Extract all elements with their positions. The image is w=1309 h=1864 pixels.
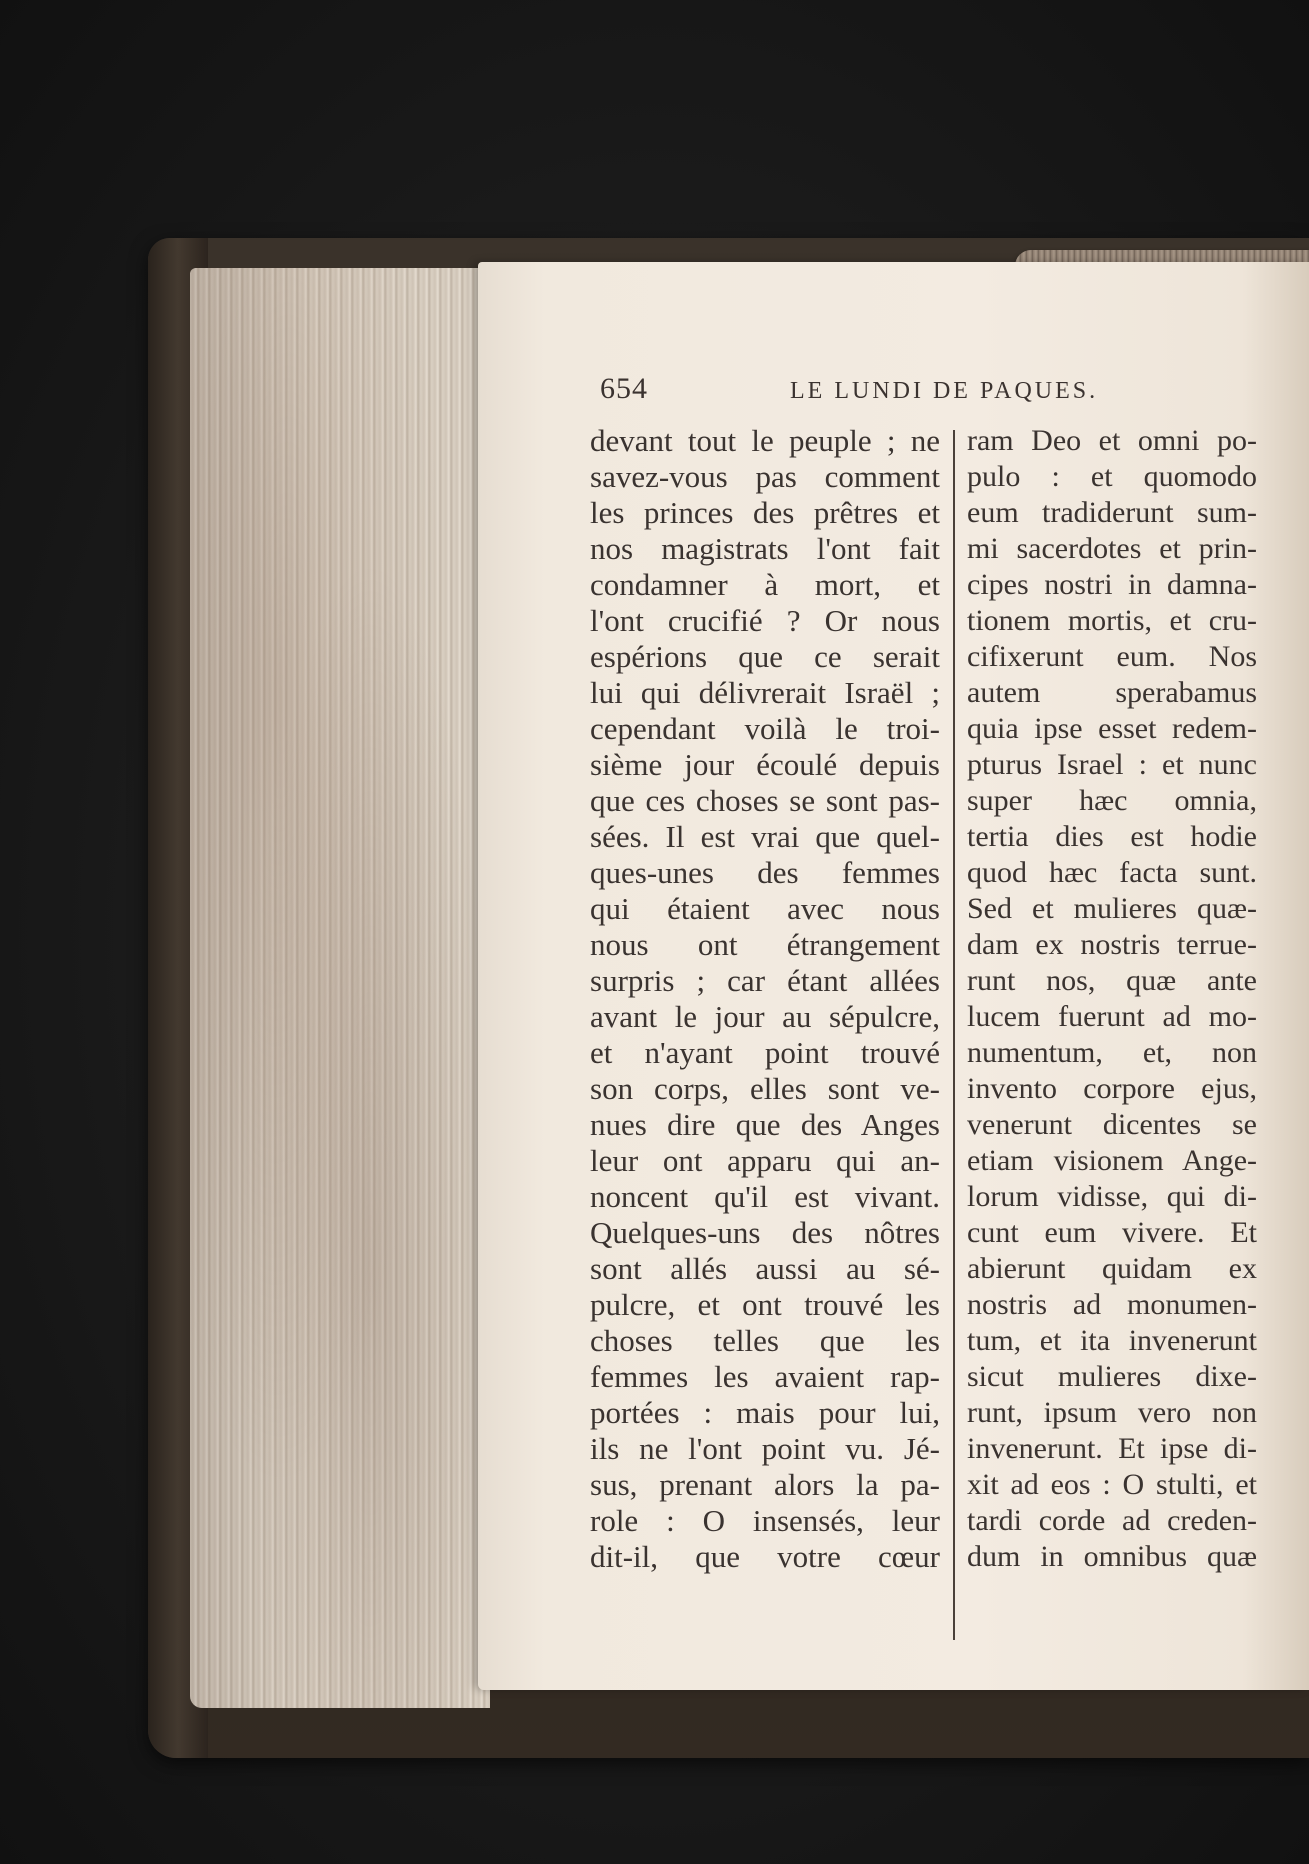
french-text-line: sées. Il est vrai que quel-	[590, 819, 940, 854]
french-text-line: qui étaient avec nous	[590, 891, 940, 926]
french-text-line: espérions que ce serait	[590, 639, 940, 674]
french-text-line: sont allés aussi au sé-	[590, 1251, 940, 1286]
french-text-line: et n'ayant point trouvé	[590, 1035, 940, 1070]
latin-text-line: cifixerunt eum. Nos	[967, 640, 1257, 673]
french-text-line: condamner à mort, et	[590, 567, 940, 602]
french-text-line: ques-unes des femmes	[590, 855, 940, 890]
latin-text-line: etiam visionem Ange-	[967, 1144, 1257, 1177]
latin-text-line: lucem fuerunt ad mo-	[967, 1000, 1257, 1033]
french-text-line: Quelques-uns des nôtres	[590, 1215, 940, 1250]
french-text-line: sième jour écoulé depuis	[590, 747, 940, 782]
latin-text-line: dum in omnibus quæ	[967, 1540, 1257, 1573]
latin-text-line: mi sacerdotes et prin-	[967, 532, 1257, 565]
french-text-line: nos magistrats l'ont fait	[590, 531, 940, 566]
running-title: LE LUNDI DE PAQUES.	[790, 378, 1099, 404]
column-divider	[953, 430, 955, 1640]
latin-text-line: pturus Israel : et nunc	[967, 748, 1257, 781]
french-text-line: ils ne l'ont point vu. Jé-	[590, 1431, 940, 1466]
french-text-line: surpris ; car étant allées	[590, 963, 940, 998]
french-text-line: son corps, elles sont ve-	[590, 1071, 940, 1106]
french-text-line: leur ont apparu qui an-	[590, 1143, 940, 1178]
page-number: 654	[600, 372, 648, 405]
latin-text-line: tardi corde ad creden-	[967, 1504, 1257, 1537]
latin-text-line: abierunt quidam ex	[967, 1252, 1257, 1285]
latin-text-line: runt nos, quæ ante	[967, 964, 1257, 997]
latin-text-line: lorum vidisse, qui di-	[967, 1180, 1257, 1213]
french-text-line: choses telles que les	[590, 1323, 940, 1358]
latin-text-line: ram Deo et omni po-	[967, 424, 1257, 457]
french-text-line: savez-vous pas comment	[590, 459, 940, 494]
page-header	[600, 372, 1250, 412]
page-edges-foxing	[190, 268, 490, 1708]
french-text-line: devant tout le peuple ; ne	[590, 423, 940, 458]
french-text-line: portées : mais pour lui,	[590, 1395, 940, 1430]
french-text-line: pulcre, et ont trouvé les	[590, 1287, 940, 1322]
latin-text-line: dam ex nostris terrue-	[967, 928, 1257, 961]
latin-text-line: numentum, et, non	[967, 1036, 1257, 1069]
french-text-line: role : O insensés, leur	[590, 1503, 940, 1538]
latin-text-line: Sed et mulieres quæ-	[967, 892, 1257, 925]
latin-text-line: super hæc omnia,	[967, 784, 1257, 817]
latin-text-line: autem sperabamus	[967, 676, 1257, 709]
latin-text-line: pulo : et quomodo	[967, 460, 1257, 493]
latin-text-line: cunt eum vivere. Et	[967, 1216, 1257, 1249]
latin-text-line: tum, et ita invenerunt	[967, 1324, 1257, 1357]
french-text-line: l'ont crucifié ? Or nous	[590, 603, 940, 638]
french-text-line: cependant voilà le troi-	[590, 711, 940, 746]
french-text-line: sus, prenant alors la pa-	[590, 1467, 940, 1502]
latin-text-line: tertia dies est hodie	[967, 820, 1257, 853]
french-text-column	[590, 423, 940, 1575]
french-text-line: dit-il, que votre cœur	[590, 1539, 940, 1574]
french-text-line: noncent qu'il est vivant.	[590, 1179, 940, 1214]
latin-text-line: quia ipse esset redem-	[967, 712, 1257, 745]
latin-text-line: quod hæc facta sunt.	[967, 856, 1257, 889]
french-text-line: nous ont étrangement	[590, 927, 940, 962]
latin-text-line: venerunt dicentes se	[967, 1108, 1257, 1141]
french-text-line: femmes les avaient rap-	[590, 1359, 940, 1394]
latin-text-line: nostris ad monumen-	[967, 1288, 1257, 1321]
french-text-line: que ces choses se sont pas-	[590, 783, 940, 818]
latin-text-line: invenerunt. Et ipse di-	[967, 1432, 1257, 1465]
latin-text-line: cipes nostri in damna-	[967, 568, 1257, 601]
latin-text-line: sicut mulieres dixe-	[967, 1360, 1257, 1393]
french-text-line: nues dire que des Anges	[590, 1107, 940, 1142]
latin-text-column	[967, 423, 1257, 1575]
latin-text-line: runt, ipsum vero non	[967, 1396, 1257, 1429]
french-text-line: les princes des prêtres et	[590, 495, 940, 530]
latin-text-line: xit ad eos : O stulti, et	[967, 1468, 1257, 1501]
french-text-line: avant le jour au sépulcre,	[590, 999, 940, 1034]
french-text-line: lui qui délivrerait Israël ;	[590, 675, 940, 710]
latin-text-line: invento corpore ejus,	[967, 1072, 1257, 1105]
latin-text-line: tionem mortis, et cru-	[967, 604, 1257, 637]
latin-text-line: eum tradiderunt sum-	[967, 496, 1257, 529]
